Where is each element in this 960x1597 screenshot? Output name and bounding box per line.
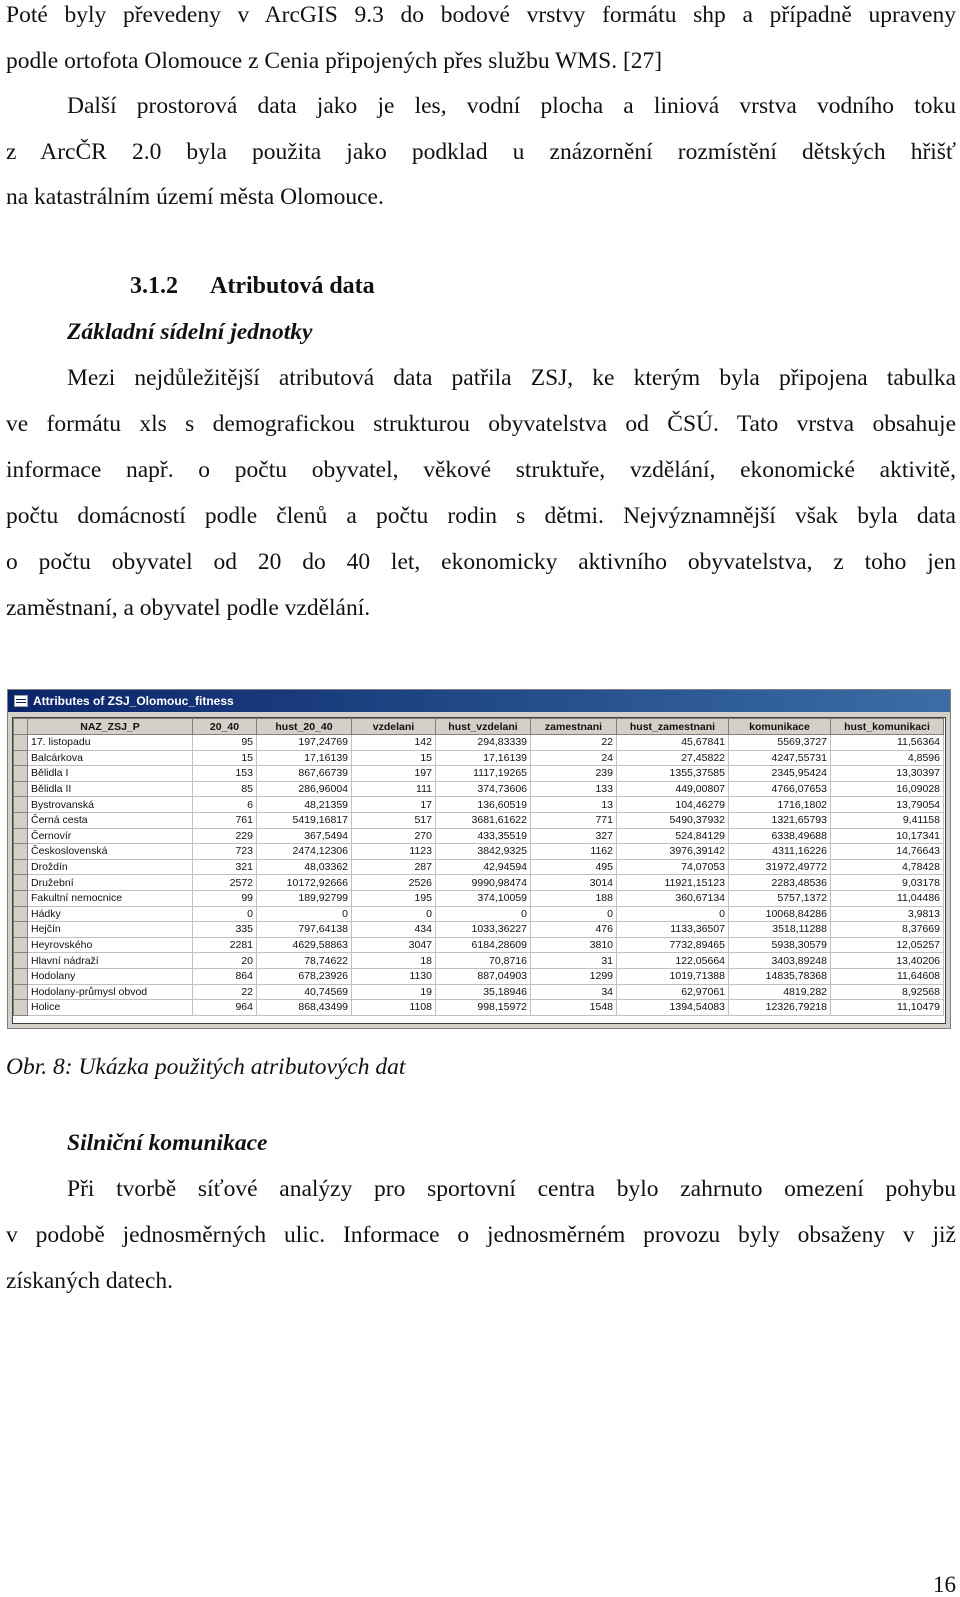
row-selector-header[interactable] (14, 719, 28, 735)
table-row[interactable] (14, 875, 944, 891)
table-cell: Hlavní nádraží (28, 953, 193, 969)
paragraph-line: zaměstnaní, a obyvatel podle vzdělání. (6, 595, 371, 621)
row-selector[interactable] (14, 953, 28, 969)
table-cell: 95 (193, 735, 257, 751)
table-cell: 5757,1372 (729, 890, 831, 906)
row-selector[interactable] (14, 766, 28, 782)
table-cell: Holice (28, 1000, 193, 1016)
subheading-roads: Silniční komunikace (67, 1130, 268, 1156)
table-cell: 13,79054 (831, 797, 944, 813)
table-cell: 11,56364 (831, 735, 944, 751)
section-number: 3.1.2 (130, 273, 178, 299)
table-cell: 239 (531, 766, 617, 782)
table-cell: 887,04903 (436, 968, 531, 984)
table-cell: 0 (257, 906, 352, 922)
table-row[interactable] (14, 766, 944, 782)
row-selector[interactable] (14, 735, 28, 751)
table-cell: Bělidla I (28, 766, 193, 782)
paragraph-line: Mezi nejdůležitější atributová data patřila ZSJ, ke kterým byla připojena tabulka (67, 365, 956, 391)
table-cell: 1117,19265 (436, 766, 531, 782)
table-cell: 35,18946 (436, 984, 531, 1000)
section-heading (130, 271, 375, 301)
table-row[interactable] (14, 844, 944, 860)
table-cell: 294,83339 (436, 735, 531, 751)
column-header[interactable]: komunikace (729, 719, 831, 735)
table-cell: Heyrovského (28, 937, 193, 953)
table-cell: 964 (193, 1000, 257, 1016)
paragraph-line: Poté byly převedeny v ArcGIS 9.3 do bodové vrstvy formátu shp a případně upraveny (6, 2, 956, 28)
table-cell: 11,04486 (831, 890, 944, 906)
window-titlebar[interactable] (8, 690, 950, 712)
paragraph-line: ve formátu xls s demografickou strukturou obyvatelstva od ČSÚ. Tato vrstva obsahuje (6, 411, 956, 437)
table-cell: 3810 (531, 937, 617, 953)
table-cell: 6 (193, 797, 257, 813)
table-cell: 188 (531, 890, 617, 906)
table-cell: 22 (193, 984, 257, 1000)
table-cell: 17. listopadu (28, 735, 193, 751)
table-cell: 7732,89465 (617, 937, 729, 953)
table-cell: 678,23926 (257, 968, 352, 984)
table-cell: 45,67841 (617, 735, 729, 751)
table-cell: 13,40206 (831, 953, 944, 969)
table-cell: 1123 (352, 844, 436, 860)
table-cell: 17,16139 (257, 750, 352, 766)
table-cell: Hádky (28, 906, 193, 922)
table-cell: 1355,37585 (617, 766, 729, 782)
table-cell: Černá cesta (28, 812, 193, 828)
table-cell: 19 (352, 984, 436, 1000)
table-cell: 0 (531, 906, 617, 922)
table-cell: 476 (531, 922, 617, 938)
row-selector[interactable] (14, 1000, 28, 1016)
table-cell: 286,96004 (257, 781, 352, 797)
table-cell: 10172,92666 (257, 875, 352, 891)
table-cell: 1162 (531, 844, 617, 860)
table-cell: 1548 (531, 1000, 617, 1016)
row-selector[interactable] (14, 750, 28, 766)
table-cell: 9990,98474 (436, 875, 531, 891)
table-cell: 1394,54083 (617, 1000, 729, 1016)
table-cell: 287 (352, 859, 436, 875)
paragraph-line: na katastrálním území města Olomouce. (6, 184, 384, 210)
table-cell: Družební (28, 875, 193, 891)
table-cell: 374,73606 (436, 781, 531, 797)
table-cell: Hodolany (28, 968, 193, 984)
table-cell: 11,10479 (831, 1000, 944, 1016)
table-cell: 4311,16226 (729, 844, 831, 860)
table-cell: Balcárkova (28, 750, 193, 766)
table-cell: 4,78428 (831, 859, 944, 875)
table-row[interactable] (14, 937, 944, 953)
table-cell: 797,64138 (257, 922, 352, 938)
table-cell: 14,76643 (831, 844, 944, 860)
table-cell: 367,5494 (257, 828, 352, 844)
table-cell: 4819,282 (729, 984, 831, 1000)
table-cell: 433,35519 (436, 828, 531, 844)
table-cell: 14835,78368 (729, 968, 831, 984)
table-cell: Bělidla II (28, 781, 193, 797)
row-selector[interactable] (14, 828, 28, 844)
table-cell: 1321,65793 (729, 812, 831, 828)
column-header[interactable]: hust_vzdelani (436, 719, 531, 735)
table-cell: 3403,89248 (729, 953, 831, 969)
table-cell: 1033,36227 (436, 922, 531, 938)
paragraph-line: počtu domácností podle členů a počtu rodin s dětmi. Nejvýznamnější však byla data (6, 503, 956, 529)
column-header[interactable]: NAZ_ZSJ_P (28, 719, 193, 735)
table-cell: 360,67134 (617, 890, 729, 906)
table-cell: 31972,49772 (729, 859, 831, 875)
paragraph-line: v podobě jednosměrných ulic. Informace o jednosměrném provozu byly obsaženy v již (6, 1222, 956, 1248)
table-cell: 85 (193, 781, 257, 797)
table-cell: 17 (352, 797, 436, 813)
table-cell: 42,94594 (436, 859, 531, 875)
table-cell: 2474,12306 (257, 844, 352, 860)
table-row[interactable] (14, 828, 944, 844)
table-cell: 434 (352, 922, 436, 938)
table-cell: 111 (352, 781, 436, 797)
table-cell: 8,92568 (831, 984, 944, 1000)
paragraph-line: získaných datech. (6, 1268, 174, 1294)
table-cell: Fakultní nemocnice (28, 890, 193, 906)
paragraph-line: Další prostorová data jako je les, vodní plocha a liniová vrstva vodního toku (67, 93, 956, 119)
table-cell: 3842,9325 (436, 844, 531, 860)
table-cell: Droždín (28, 859, 193, 875)
table-cell: 13 (531, 797, 617, 813)
table-cell: 3681,61622 (436, 812, 531, 828)
table-cell: 0 (617, 906, 729, 922)
table-cell: 6184,28609 (436, 937, 531, 953)
table-row[interactable] (14, 797, 944, 813)
table-cell: 270 (352, 828, 436, 844)
table-row[interactable] (14, 968, 944, 984)
table-cell: 723 (193, 844, 257, 860)
attribute-table (13, 718, 944, 1016)
table-cell: Černovír (28, 828, 193, 844)
table-cell: 524,84129 (617, 828, 729, 844)
attribute-table-window (7, 689, 951, 1029)
table-cell: 11,64608 (831, 968, 944, 984)
table-header-row (14, 719, 944, 735)
row-selector[interactable] (14, 968, 28, 984)
table-cell: 3047 (352, 937, 436, 953)
table-cell: 1130 (352, 968, 436, 984)
table-cell: 27,45822 (617, 750, 729, 766)
table-cell: 229 (193, 828, 257, 844)
table-cell: 449,00807 (617, 781, 729, 797)
table-row[interactable] (14, 922, 944, 938)
table-cell: 0 (352, 906, 436, 922)
table-row[interactable] (14, 812, 944, 828)
table-cell: 48,03362 (257, 859, 352, 875)
table-cell: 142 (352, 735, 436, 751)
paragraph-line: z ArcČR 2.0 byla použita jako podklad u znázornění rozmístění dětských hřišť (6, 139, 956, 165)
table-cell: 6338,49688 (729, 828, 831, 844)
table-row[interactable] (14, 750, 944, 766)
table-cell: 99 (193, 890, 257, 906)
table-cell: 62,97061 (617, 984, 729, 1000)
table-cell: 195 (352, 890, 436, 906)
table-row[interactable] (14, 890, 944, 906)
table-cell: 40,74569 (257, 984, 352, 1000)
table-cell: 17,16139 (436, 750, 531, 766)
paragraph-line: o počtu obyvatel od 20 do 40 let, ekonomicky aktivního obyvatelstva, z toho jen (6, 549, 956, 575)
table-cell: 13,30397 (831, 766, 944, 782)
table-cell: 8,37669 (831, 922, 944, 938)
column-header[interactable]: vzdelani (352, 719, 436, 735)
column-header[interactable]: 20_40 (193, 719, 257, 735)
table-cell: 868,43499 (257, 1000, 352, 1016)
table-cell: 34 (531, 984, 617, 1000)
table-cell: 517 (352, 812, 436, 828)
table-body (14, 735, 944, 1016)
table-cell: 153 (193, 766, 257, 782)
row-selector[interactable] (14, 797, 28, 813)
table-cell: 16,09028 (831, 781, 944, 797)
table-cell: 189,92799 (257, 890, 352, 906)
table-icon (14, 695, 28, 707)
table-cell: 22 (531, 735, 617, 751)
row-selector[interactable] (14, 844, 28, 860)
table-cell: 771 (531, 812, 617, 828)
table-cell: 197 (352, 766, 436, 782)
table-cell: 15 (352, 750, 436, 766)
table-cell: 12326,79218 (729, 1000, 831, 1016)
table-cell: 761 (193, 812, 257, 828)
table-cell: Hejčín (28, 922, 193, 938)
table-cell: 867,66739 (257, 766, 352, 782)
table-cell: 335 (193, 922, 257, 938)
subheading-zsj: Základní sídelní jednotky (67, 319, 313, 345)
table-cell: 1108 (352, 1000, 436, 1016)
table-cell: 5938,30579 (729, 937, 831, 953)
table-cell: 3,9813 (831, 906, 944, 922)
row-selector[interactable] (14, 906, 28, 922)
table-cell: 15 (193, 750, 257, 766)
table-row[interactable] (14, 735, 944, 751)
table-cell: 864 (193, 968, 257, 984)
row-selector[interactable] (14, 890, 28, 906)
table-cell: 2572 (193, 875, 257, 891)
table-cell: 2281 (193, 937, 257, 953)
row-selector[interactable] (14, 781, 28, 797)
paragraph-line: informace např. o počtu obyvatel, věkové struktuře, vzdělání, ekonomické aktivitě, (6, 457, 956, 483)
page-number: 16 (933, 1572, 956, 1597)
table-cell: 9,03178 (831, 875, 944, 891)
table-cell: 3014 (531, 875, 617, 891)
table-cell: 104,46279 (617, 797, 729, 813)
table-cell: 4766,07653 (729, 781, 831, 797)
column-header[interactable]: zamestnani (531, 719, 617, 735)
column-header[interactable]: hust_zamestnani (617, 719, 729, 735)
table-cell: 374,10059 (436, 890, 531, 906)
attribute-grid[interactable] (12, 717, 946, 1024)
table-cell: Bystrovanská (28, 797, 193, 813)
row-selector[interactable] (14, 875, 28, 891)
table-row[interactable] (14, 953, 944, 969)
paragraph-line: Při tvorbě síťové analýzy pro sportovní centra bylo zahrnuto omezení pohybu (67, 1176, 956, 1202)
table-cell: 4629,58863 (257, 937, 352, 953)
table-cell: 3976,39142 (617, 844, 729, 860)
table-row[interactable] (14, 859, 944, 875)
table-cell: 136,60519 (436, 797, 531, 813)
section-title: Atributová data (210, 273, 375, 299)
table-row[interactable] (14, 781, 944, 797)
table-cell: 197,24769 (257, 735, 352, 751)
table-cell: 998,15972 (436, 1000, 531, 1016)
figure-caption: Obr. 8: Ukázka použitých atributových dat (6, 1054, 406, 1080)
table-cell: 18 (352, 953, 436, 969)
table-cell: 0 (193, 906, 257, 922)
table-row[interactable] (14, 906, 944, 922)
window-title: Attributes of ZSJ_Olomouc_fitness (33, 694, 234, 708)
table-cell: 70,8716 (436, 953, 531, 969)
row-selector[interactable] (14, 812, 28, 828)
row-selector[interactable] (14, 922, 28, 938)
table-cell: 5419,16817 (257, 812, 352, 828)
table-cell: 74,07053 (617, 859, 729, 875)
table-cell: Československá (28, 844, 193, 860)
table-cell: 10,17341 (831, 828, 944, 844)
table-cell: 11921,15123 (617, 875, 729, 891)
table-cell: 2345,95424 (729, 766, 831, 782)
table-cell: 122,05664 (617, 953, 729, 969)
table-cell: 9,41158 (831, 812, 944, 828)
table-cell: 31 (531, 953, 617, 969)
table-cell: 20 (193, 953, 257, 969)
paragraph-line: podle ortofota Olomouce z Cenia připojených přes službu WMS. [27] (6, 48, 663, 74)
table-row[interactable] (14, 1000, 944, 1016)
table-cell: 321 (193, 859, 257, 875)
table-cell: 1716,1802 (729, 797, 831, 813)
table-cell: 24 (531, 750, 617, 766)
table-cell: 1299 (531, 968, 617, 984)
column-header[interactable]: hust_20_40 (257, 719, 352, 735)
table-cell: 10068,84286 (729, 906, 831, 922)
table-cell: 5569,3727 (729, 735, 831, 751)
table-cell: 48,21359 (257, 797, 352, 813)
table-cell: 12,05257 (831, 937, 944, 953)
table-cell: 1133,36507 (617, 922, 729, 938)
column-header[interactable]: hust_komunikaci (831, 719, 944, 735)
table-cell: 78,74622 (257, 953, 352, 969)
table-cell: 3518,11288 (729, 922, 831, 938)
table-row[interactable] (14, 984, 944, 1000)
table-cell: 1019,71388 (617, 968, 729, 984)
table-cell: 0 (436, 906, 531, 922)
table-cell: 327 (531, 828, 617, 844)
table-cell: 133 (531, 781, 617, 797)
table-cell: 495 (531, 859, 617, 875)
table-cell: 2283,48536 (729, 875, 831, 891)
row-selector[interactable] (14, 937, 28, 953)
table-cell: Hodolany-průmysl obvod (28, 984, 193, 1000)
table-cell: 4247,55731 (729, 750, 831, 766)
row-selector[interactable] (14, 859, 28, 875)
table-cell: 5490,37932 (617, 812, 729, 828)
table-cell: 2526 (352, 875, 436, 891)
table-cell: 4,8596 (831, 750, 944, 766)
row-selector[interactable] (14, 984, 28, 1000)
